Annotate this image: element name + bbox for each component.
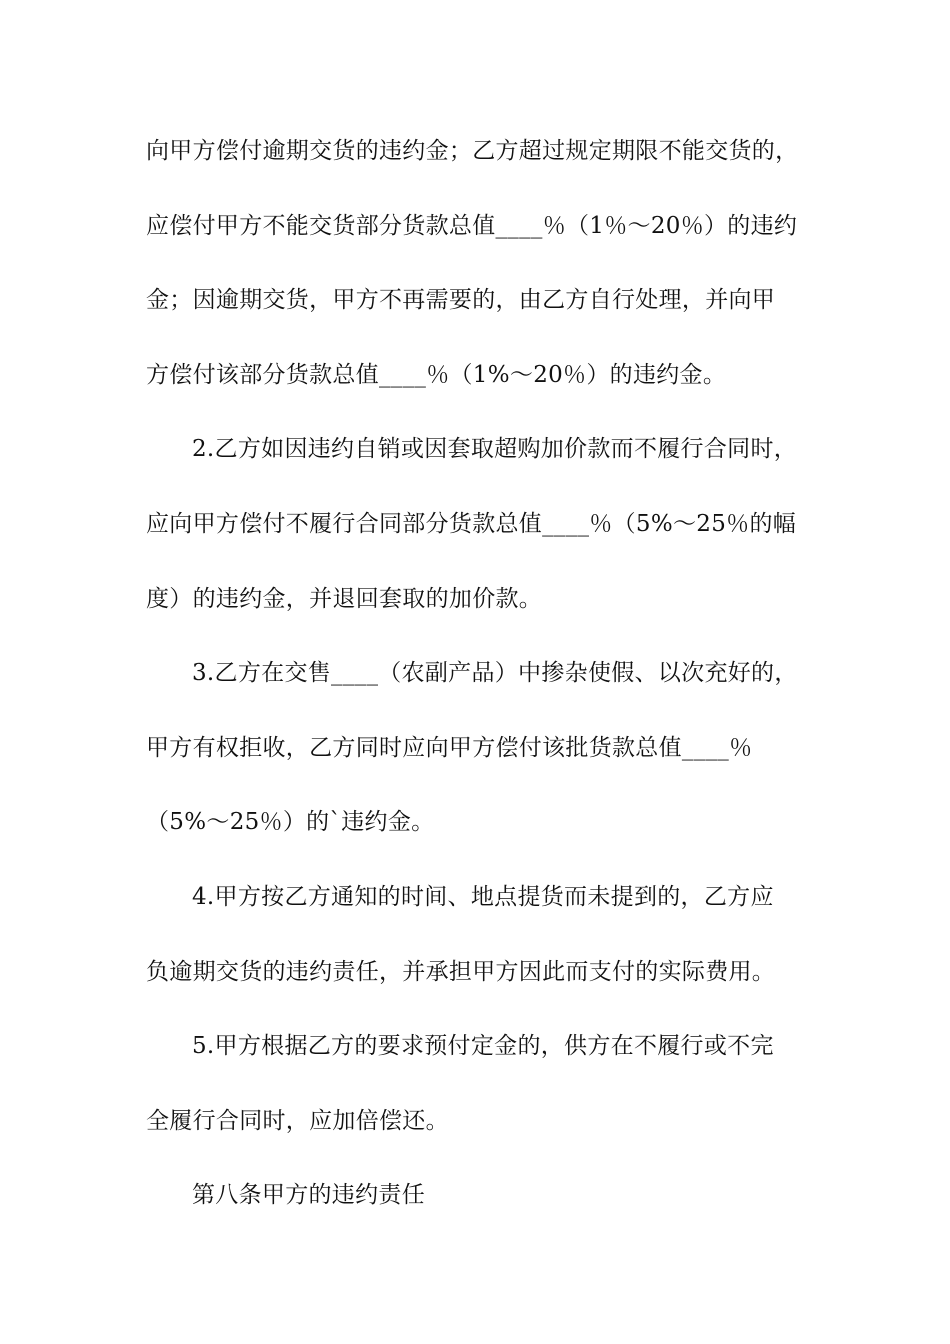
text-line: 度）的违约金，并退回套取的加价款。 [146, 585, 543, 612]
text-line: 负逾期交货的违约责任，并承担甲方因此而支付的实际费用。 [146, 958, 776, 985]
text-line: （5%～25％）的`违约金。 [146, 809, 435, 836]
text-line: 甲方有权拒收，乙方同时应向甲方偿付该批货款总值____％ [146, 734, 753, 761]
text-line: 应偿付甲方不能交货部分货款总值____％（1％～20％）的违约 [146, 212, 798, 239]
text-line: 向甲方偿付逾期交货的违约金；乙方超过规定期限不能交货的， [146, 138, 799, 164]
clause-3-line: 3.乙方在交售____（农副产品）中掺杂使假、以次充好的， [192, 660, 798, 687]
clause-5-line: 5.甲方根据乙方的要求预付定金的，供方在不履行或不完 [192, 1033, 774, 1060]
article-8-heading: 第八条甲方的违约责任 [192, 1182, 425, 1209]
contract-text [146, 128, 816, 1247]
text-line: 金；因逾期交货，甲方不再需要的，由乙方自行处理，并向甲 [146, 287, 776, 314]
text-line: 应向甲方偿付不履行合同部分货款总值____％（5%～25％的幅 [146, 510, 797, 537]
clause-2-line: 2.乙方如因违约自销或因套取超购加价款而不履行合同时， [192, 436, 798, 463]
text-line: 方偿付该部分货款总值____％（1%～20％）的违约金。 [146, 361, 727, 388]
clause-4-line: 4.甲方按乙方通知的时间、地点提货而未提到的，乙方应 [192, 883, 774, 910]
text-line: 全履行合同时，应加倍偿还。 [146, 1107, 449, 1134]
